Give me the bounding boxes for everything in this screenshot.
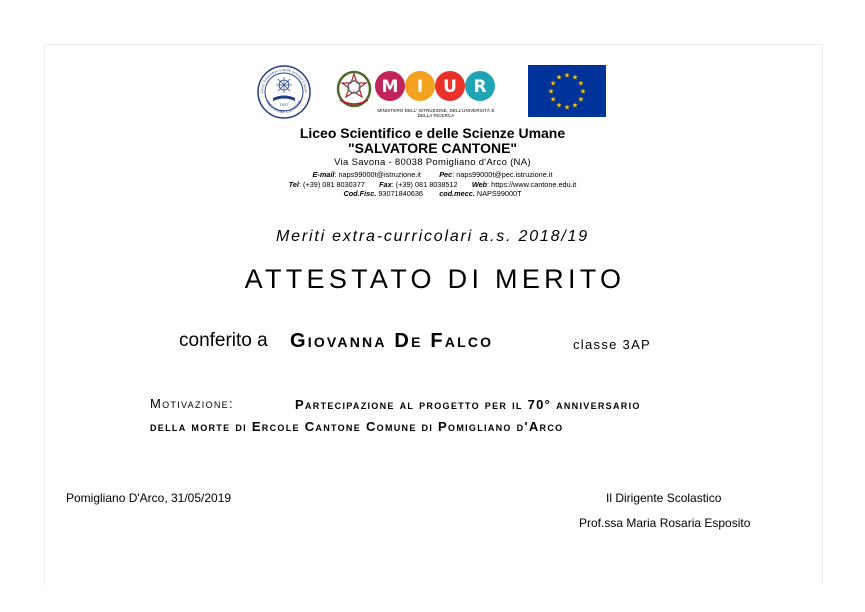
eu-star: ★ [577, 95, 585, 104]
school-name-line1: Liceo Scientifico e delle Scienze Umane [299, 125, 566, 141]
eu-flag-icon [528, 65, 606, 117]
fax-label: Fax [379, 180, 392, 189]
contacts-line3 [0, 189, 865, 198]
eu-star: ★ [563, 71, 571, 80]
eu-star: ★ [549, 95, 557, 104]
eu-star: ★ [563, 103, 571, 112]
tel-label: Tel [288, 180, 299, 189]
contacts-line1 [0, 170, 865, 179]
certificate-subtitle: Meriti extra-curricolari a.s. 2018/19 [276, 228, 589, 245]
contacts-line2 [0, 180, 865, 189]
eu-star: ★ [571, 73, 579, 82]
eu-star: ★ [577, 79, 585, 88]
fax-value: : (+39) 081 8038512 [391, 180, 458, 189]
signer-title: Il Dirigente Scolastico [606, 491, 722, 505]
school-logo-ring-text: Liceo Scientifico e delle Scienze Umane [259, 67, 309, 93]
school-logo-year: 1957 [279, 103, 289, 107]
header-logos [0, 64, 865, 120]
eu-star: ★ [549, 79, 557, 88]
conferred-to-label: conferito a [179, 330, 268, 351]
school-name [0, 126, 865, 156]
place-date: Pomigliano D'Arco, 31/05/2019 [66, 491, 232, 505]
codfisc-value: 93071840636 [376, 189, 423, 198]
signer-name: Prof.ssa Maria Rosaria Esposito [579, 516, 751, 530]
eu-star: ★ [547, 87, 555, 96]
miur-caption: MINISTERO DELL' ISTRUZIONE, DELL'UNIVERSITÀ E DELLA RICERCA [377, 108, 495, 118]
eu-star: ★ [555, 101, 563, 110]
tel-value: : (+39) 081 8030377 [298, 180, 365, 189]
codfisc-label: Cod.Fisc. [343, 189, 377, 198]
eu-star: ★ [579, 87, 587, 96]
eu-star: ★ [571, 101, 579, 110]
school-logo-bottom-text: SALVATORE CANTONE [265, 99, 303, 115]
web-value: : https://www.cantone.edu.it [487, 180, 577, 189]
pec-value: : naps99000t@pec.istruzione.it [452, 170, 553, 179]
motivation-label: Motivazione: [150, 396, 234, 411]
email-value: : naps99000t@istruzione.it [334, 170, 421, 179]
recipient-name: Giovanna De Falco [290, 330, 494, 352]
web-label: Web [471, 180, 488, 189]
motivation-text: Partecipazione al progetto per il 70° anniversario della morte di Ercole Cantone Comune di Pomigliano d'Arco [150, 397, 641, 434]
miur-letter-m: M [381, 77, 399, 97]
codmecc-value: NAPS99000T [474, 189, 522, 198]
miur-letter-i: I [416, 77, 424, 97]
miur-letter-r: R [473, 77, 487, 97]
class-label: classe 3AP [573, 337, 652, 352]
school-name-line2: "SALVATORE CANTONE" [347, 140, 518, 156]
school-address: Via Savona - 80038 Pomigliano d'Arco (NA) [334, 157, 531, 168]
certificate-title: ATTESTATO DI MERITO [244, 264, 626, 294]
school-emblem-icon [257, 65, 311, 119]
codmecc-label: cod.mecc. [439, 189, 475, 198]
eu-star: ★ [555, 73, 563, 82]
miur-logo [374, 68, 498, 118]
pec-label: Pec [439, 170, 453, 179]
email-label: E-mail [312, 170, 335, 179]
miur-letter-u: U [443, 77, 457, 97]
italian-republic-emblem-icon [336, 68, 372, 108]
